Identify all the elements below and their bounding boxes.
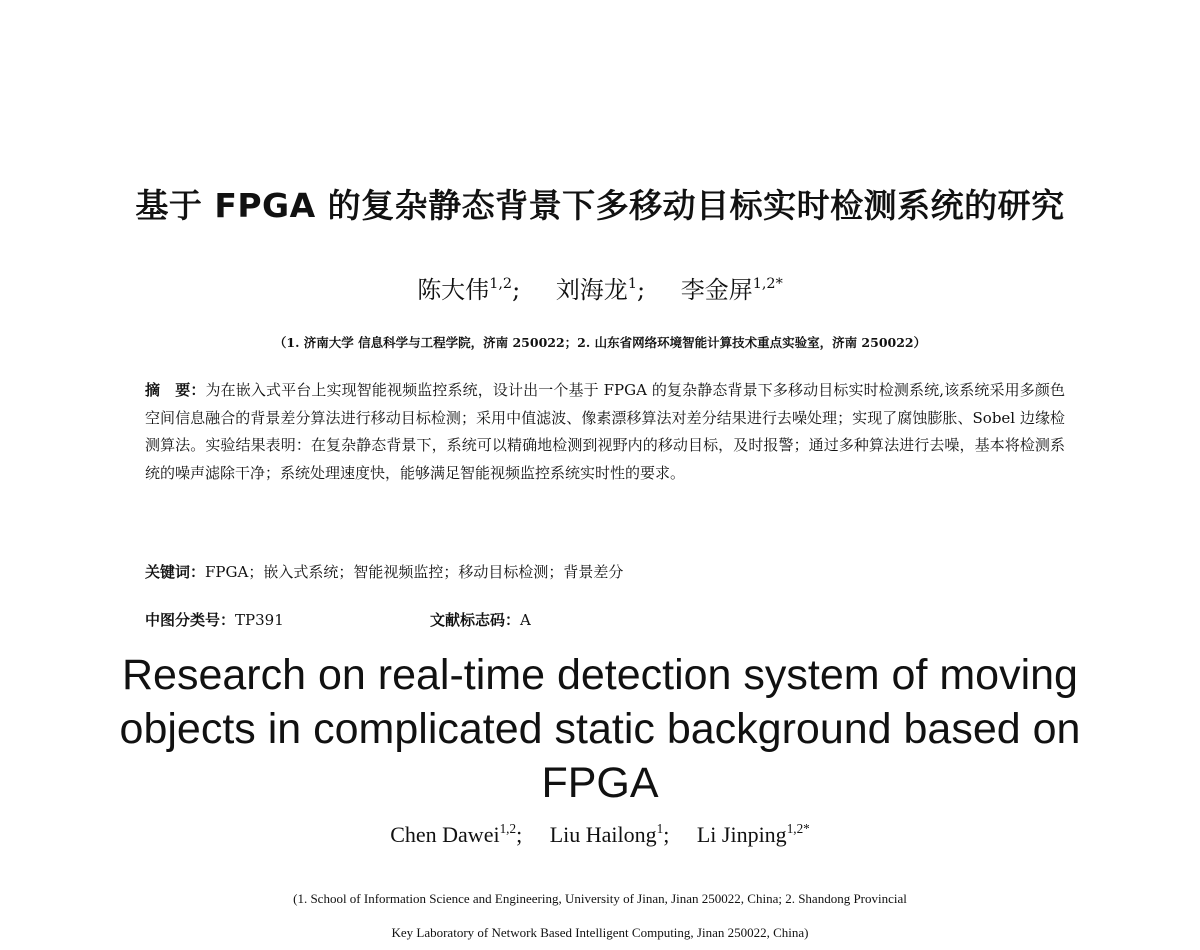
english-affiliation-line-1: (1. School of Information Science and Engineering, University of Jinan, Jinan 250022, China; 2. Shandong Provincial	[293, 891, 907, 906]
author-name: 刘海龙	[555, 276, 628, 304]
author-separator: ;	[663, 822, 670, 847]
clc-value: TP391	[235, 611, 284, 629]
abstract-label: 摘 要：	[145, 381, 206, 399]
author-separator: ;	[512, 276, 521, 304]
english-affiliation-line-2: Key Laboratory of Network Based Intelligent Computing, Jinan 250022, China)	[391, 925, 809, 940]
chinese-authors	[0, 270, 1200, 305]
document-code	[430, 609, 531, 630]
chinese-keywords	[145, 561, 1065, 582]
keywords-label: 关键词：	[145, 563, 206, 581]
author-name: Chen Dawei	[390, 822, 500, 847]
english-authors	[0, 822, 1200, 848]
author-name: Liu Hailong	[549, 822, 657, 847]
author-name: 陈大伟	[417, 276, 490, 304]
author-affiliation-mark: 1,2*	[752, 275, 783, 292]
english-affiliation	[100, 882, 1100, 950]
author-name: Li Jinping	[696, 822, 787, 847]
chinese-affiliation: （1. 济南大学 信息科学与工程学院，济南 250022；2. 山东省网络环境智能计算技术重点实验室，济南 250022）	[273, 335, 927, 350]
classification-number	[145, 609, 284, 630]
doc-code-value: A	[520, 611, 531, 629]
author-affiliation-mark: 1	[656, 820, 664, 836]
chinese-title: 基于 FPGA 的复杂静态背景下多移动目标实时检测系统的研究	[135, 186, 1065, 225]
doc-code-label: 文献标志码：	[430, 611, 521, 629]
clc-label: 中图分类号：	[145, 611, 236, 629]
author-affiliation-mark: 1,2	[489, 275, 513, 292]
author-affiliation-mark: 1,2*	[786, 820, 810, 836]
abstract-text: 为在嵌入式平台上实现智能视频监控系统，设计出一个基于 FPGA 的复杂静态背景下多移动目标实时检测系统,该系统采用多颜色空间信息融合的背景差分算法进行移动目标检测；采用中值滤波、像素漂移算法对差分结果进行去噪处理；实现了腐蚀膨胀、Sobel 边缘检测算法。实验结果表明：在复杂静态背景下，系统可以精确地检测到视野内的移动目标，及时报警；通过多种算法进行去噪，基本将检测系统的噪声滤除干净；系统处理速度快，能够满足智能视频监控系统实时性的要求。	[145, 381, 1065, 482]
chinese-abstract	[145, 377, 1065, 487]
author-affiliation-mark: 1	[627, 275, 637, 292]
english-title: Research on real-time detection system of moving objects in complicated static background based on FPGA	[119, 651, 1081, 807]
author-separator: ;	[516, 822, 523, 847]
author-affiliation-mark: 1,2	[499, 820, 517, 836]
author-name: 李金屏	[680, 276, 753, 304]
keywords-text: FPGA；嵌入式系统；智能视频监控；移动目标检测；背景差分	[205, 563, 624, 581]
author-separator: ;	[636, 276, 646, 304]
